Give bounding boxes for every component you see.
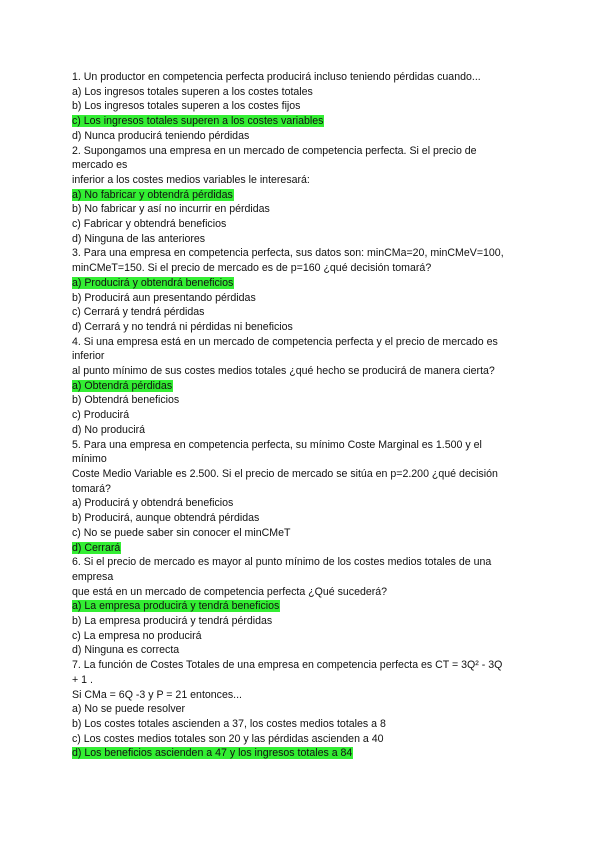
- line-text: c) Los costes medios totales son 20 y las pérdidas ascienden a 40: [72, 732, 384, 745]
- line-text: al punto mínimo de sus costes medios totales ¿qué hecho se producirá de manera cierta?: [72, 365, 495, 378]
- text-line: [72, 364, 532, 379]
- line-text: b) Los costes totales ascienden a 37, los costes medios totales a 8: [72, 717, 386, 730]
- highlighted-answer-line: [72, 114, 532, 129]
- correct-answer-text: d) Los beneficios ascienden a 47 y los ingresos totales a 84: [72, 747, 353, 760]
- text-line: [72, 482, 532, 497]
- text-line: [72, 526, 532, 541]
- text-line: [72, 261, 532, 276]
- text-line: [72, 173, 532, 188]
- text-line: [72, 614, 532, 629]
- highlighted-answer-line: [72, 746, 532, 761]
- line-text: d) No producirá: [72, 423, 146, 436]
- line-text: inferior a los costes medios variables le interesará:: [72, 173, 310, 186]
- quiz-document: [72, 70, 532, 761]
- text-line: [72, 423, 532, 438]
- line-text: b) No fabricar y así no incurrir en pérdidas: [72, 203, 270, 216]
- text-line: [72, 70, 532, 85]
- line-text: 6. Si el precio de mercado es mayor al punto mínimo de los costes medios totales de una: [72, 556, 492, 569]
- correct-answer-text: c) Los ingresos totales superen a los costes variables: [72, 115, 324, 128]
- text-line: [72, 99, 532, 114]
- text-line: [72, 555, 532, 570]
- text-line: [72, 438, 532, 453]
- text-line: [72, 158, 532, 173]
- text-line: [72, 320, 532, 335]
- text-line: [72, 702, 532, 717]
- highlighted-answer-line: [72, 276, 532, 291]
- correct-answer-text: a) Producirá y obtendrá beneficios: [72, 276, 234, 289]
- correct-answer-text: a) No fabricar y obtendrá pérdidas: [72, 188, 233, 201]
- text-line: [72, 643, 532, 658]
- text-line: [72, 496, 532, 511]
- line-text: mercado es: [72, 159, 128, 172]
- text-line: [72, 452, 532, 467]
- text-line: [72, 408, 532, 423]
- line-text: c) Producirá: [72, 409, 130, 422]
- text-line: [72, 732, 532, 747]
- line-text: 2. Supongamos una empresa en un mercado de competencia perfecta. Si el precio de: [72, 144, 477, 157]
- line-text: c) Fabricar y obtendrá beneficios: [72, 218, 227, 231]
- line-text: inferior: [72, 350, 105, 363]
- text-line: [72, 335, 532, 350]
- line-text: c) La empresa no producirá: [72, 629, 202, 642]
- line-text: d) Nunca producirá teniendo pérdidas: [72, 129, 250, 142]
- text-line: [72, 85, 532, 100]
- correct-answer-text: a) Obtendrá pérdidas: [72, 379, 173, 392]
- text-line: [72, 246, 532, 261]
- text-line: [72, 673, 532, 688]
- line-text: mínimo: [72, 453, 107, 466]
- line-text: a) No se puede resolver: [72, 703, 186, 716]
- line-text: empresa: [72, 570, 114, 583]
- highlighted-answer-line: [72, 599, 532, 614]
- text-line: [72, 629, 532, 644]
- text-line: [72, 305, 532, 320]
- line-text: + 1 .: [72, 673, 93, 686]
- highlighted-answer-line: [72, 541, 532, 556]
- text-line: [72, 217, 532, 232]
- text-line: [72, 688, 532, 703]
- text-line: [72, 129, 532, 144]
- line-text: d) Ninguna es correcta: [72, 644, 180, 657]
- text-line: [72, 144, 532, 159]
- highlighted-answer-line: [72, 379, 532, 394]
- line-text: que está en un mercado de competencia perfecta ¿Qué sucederá?: [72, 585, 388, 598]
- line-text: d) Ninguna de las anteriores: [72, 232, 206, 245]
- line-text: a) Producirá y obtendrá beneficios: [72, 497, 234, 510]
- line-text: a) Los ingresos totales superen a los costes totales: [72, 85, 313, 98]
- line-text: 4. Si una empresa está en un mercado de competencia perfecta y el precio de mercado es: [72, 335, 498, 348]
- line-text: b) La empresa producirá y tendrá pérdidas: [72, 615, 273, 628]
- line-text: b) Los ingresos totales superen a los costes fijos: [72, 100, 301, 113]
- text-line: [72, 393, 532, 408]
- line-text: 7. La función de Costes Totales de una empresa en competencia perfecta es CT = 3Q² - 3Q: [72, 659, 503, 672]
- line-text: d) Cerrará y no tendrá ni pérdidas ni beneficios: [72, 320, 293, 333]
- line-text: 3. Para una empresa en competencia perfecta, sus datos son: minCMa=20, minCMeV=100,: [72, 247, 504, 260]
- line-text: tomará?: [72, 482, 111, 495]
- line-text: 1. Un productor en competencia perfecta producirá incluso teniendo pérdidas cuando...: [72, 71, 481, 83]
- correct-answer-text: d) Cerrará: [72, 541, 121, 554]
- line-text: Si CMa = 6Q -3 y P = 21 entonces...: [72, 688, 242, 701]
- line-text: Coste Medio Variable es 2.500. Si el precio de mercado se sitúa en p=2.200 ¿qué decisión: [72, 467, 498, 480]
- line-text: b) Producirá, aunque obtendrá pérdidas: [72, 512, 260, 525]
- text-line: [72, 349, 532, 364]
- text-line: [72, 202, 532, 217]
- text-line: [72, 291, 532, 306]
- correct-answer-text: a) La empresa producirá y tendrá beneficios: [72, 600, 280, 613]
- line-text: minCMeT=150. Si el precio de mercado es de p=160 ¿qué decisión tomará?: [72, 262, 432, 275]
- text-line: [72, 717, 532, 732]
- line-text: c) No se puede saber sin conocer el minCMeT: [72, 526, 291, 539]
- line-text: 5. Para una empresa en competencia perfecta, su mínimo Coste Marginal es 1.500 y el: [72, 438, 482, 451]
- line-text: b) Producirá aun presentando pérdidas: [72, 291, 256, 304]
- text-line: [72, 658, 532, 673]
- text-line: [72, 232, 532, 247]
- highlighted-answer-line: [72, 188, 532, 203]
- text-line: [72, 585, 532, 600]
- text-line: [72, 511, 532, 526]
- text-line: [72, 570, 532, 585]
- line-text: c) Cerrará y tendrá pérdidas: [72, 306, 205, 319]
- line-text: b) Obtendrá beneficios: [72, 394, 180, 407]
- text-line: [72, 467, 532, 482]
